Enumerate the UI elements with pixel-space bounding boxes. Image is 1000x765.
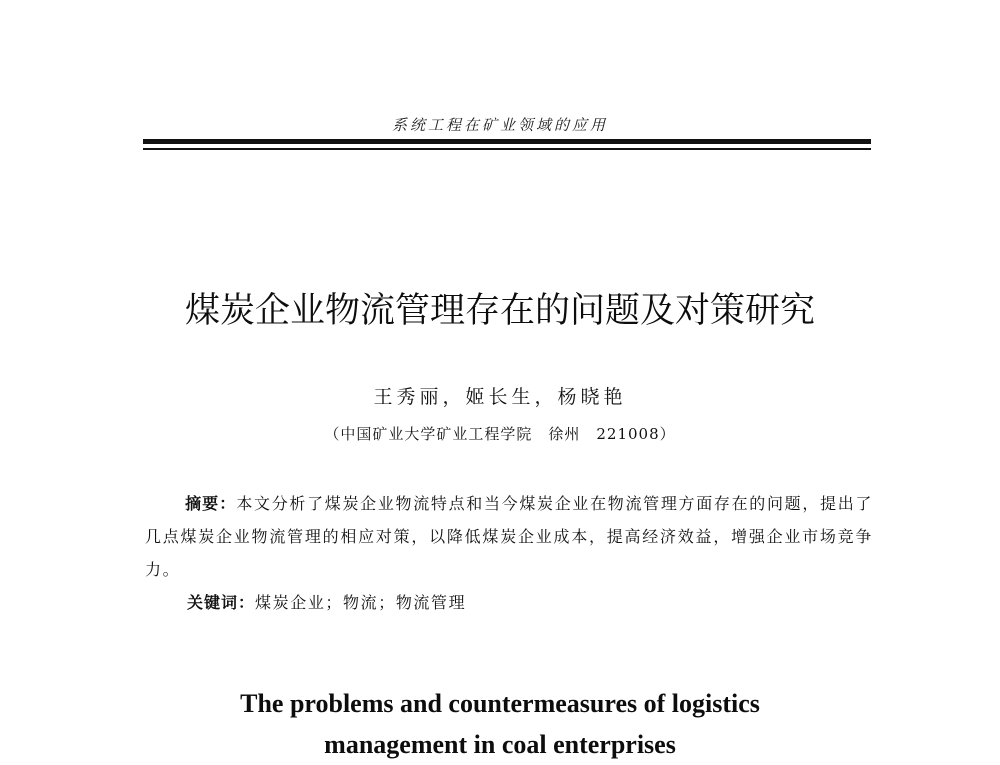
article-title-zh: 煤炭企业物流管理存在的问题及对策研究: [184, 291, 815, 331]
keywords-text: 煤炭企业；物流；物流管理: [255, 593, 467, 612]
authors: 王秀丽，姬长生，杨晓艳: [373, 386, 627, 408]
article-title-en-line2: management in coal enterprises: [324, 730, 676, 759]
running-header: 系统工程在矿业领域的应用: [391, 116, 608, 134]
abstract-label: 摘要：: [185, 494, 237, 513]
abstract: [145, 487, 873, 586]
affiliation: （中国矿业大学矿业工程学院 徐州 221008）: [324, 425, 676, 443]
header-rule-thick: [143, 139, 871, 144]
abstract-text: 本文分析了煤炭企业物流特点和当今煤炭企业在物流管理方面存在的问题，提出了几点煤炭企业物流管理的相应对策，以降低煤炭企业成本，提高经济效益，增强企业市场竞争力。: [145, 494, 873, 579]
article-title-en-line1: The problems and countermeasures of logistics: [240, 689, 760, 718]
article-title-en: [0, 683, 1000, 765]
header-rule-thin: [143, 148, 871, 150]
keywords: [187, 590, 466, 613]
keywords-label: 关键词：: [187, 593, 256, 612]
